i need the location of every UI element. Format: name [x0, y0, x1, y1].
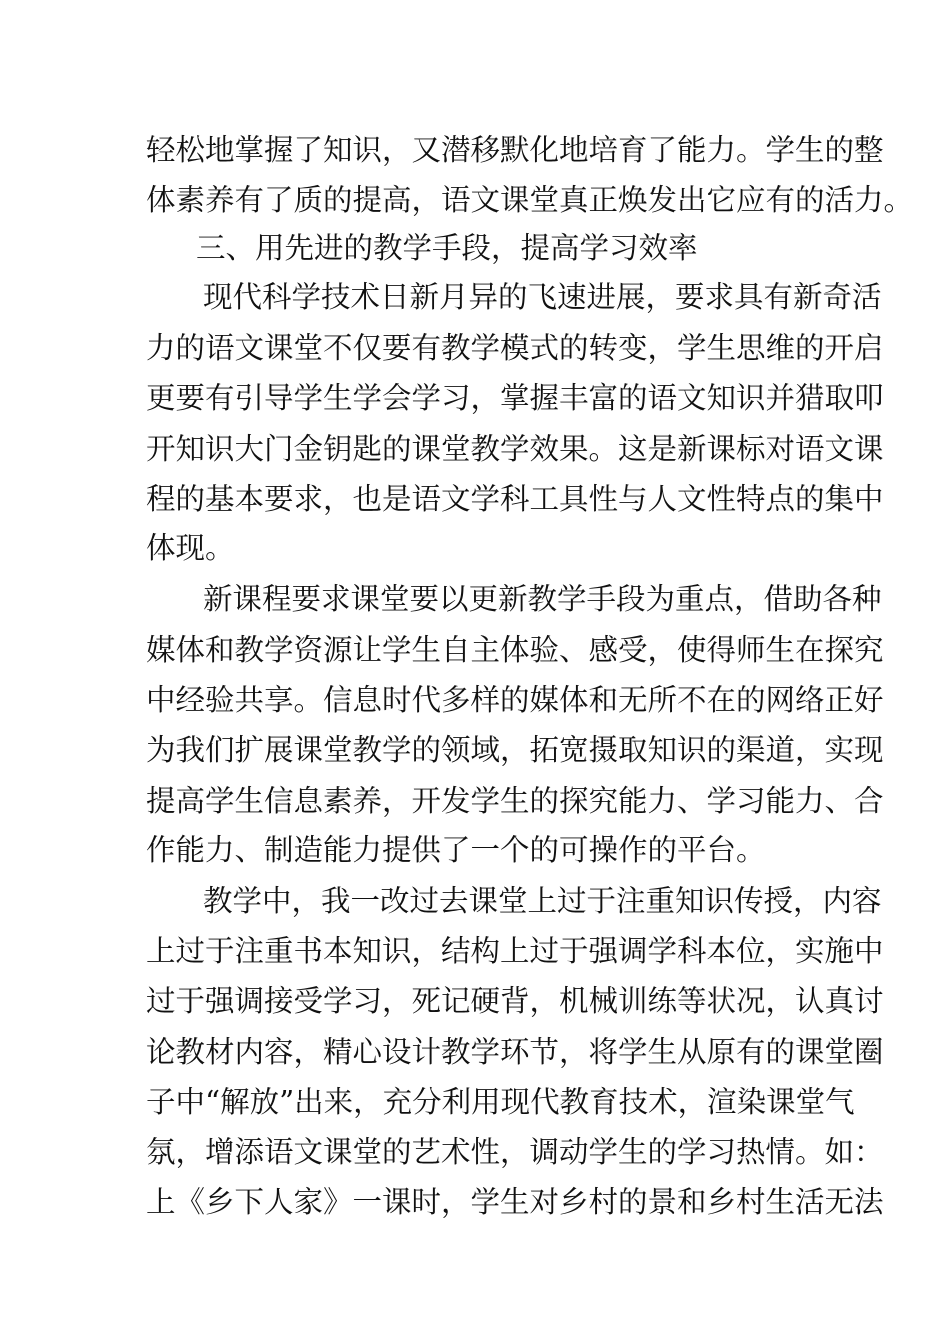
text-line: 为我们扩展课堂教学的领域，拓宽摄取知识的渠道，实现	[146, 733, 884, 767]
text-line: 论教材内容，精心设计教学环节，将学生从原有的课堂圈	[146, 1035, 884, 1069]
text-line: 媒体和教学资源让学生自主体验、感受，使得师生在探究	[146, 633, 884, 667]
text-line: 子中“解放”出来，充分利用现代教育技术，渲染课堂气	[146, 1085, 855, 1119]
text-line: 中经验共享。信息时代多样的媒体和无所不在的网络正好	[146, 683, 884, 717]
text-line: 上过于注重书本知识，结构上过于强调学科本位，实施中	[146, 934, 884, 968]
text-line: 力的语文课堂不仅要有教学模式的转变，学生思维的开启	[146, 331, 884, 365]
text-line: 更要有引导学生学会学习，掌握丰富的语文知识并猎取叩	[146, 381, 884, 415]
text-line: 上《乡下人家》一课时，学生对乡村的景和乡村生活无法	[146, 1185, 884, 1219]
text-line: 开知识大门金钥匙的课堂教学效果。这是新课标对语文课	[146, 432, 884, 466]
section-heading: 三、用先进的教学手段，提高学习效率	[196, 231, 698, 265]
text-line: 轻松地掌握了知识，又潜移默化地培育了能力。学生的整	[146, 133, 884, 167]
text-line: 教学中，我一改过去课堂上过于注重知识传授，内容	[203, 884, 882, 918]
text-line: 作能力、制造能力提供了一个的可操作的平台。	[146, 833, 766, 867]
text-line: 现代科学技术日新月异的飞速进展，要求具有新奇活	[203, 280, 882, 314]
text-line: 体现。	[146, 531, 235, 565]
text-line: 提高学生信息素养，开发学生的探究能力、学习能力、合	[146, 784, 884, 818]
text-line: 新课程要求课堂要以更新教学手段为重点，借助各种	[203, 582, 882, 616]
text-line: 体素养有了质的提高，语文课堂真正焕发出它应有的活力。	[146, 183, 914, 217]
text-line: 程的基本要求，也是语文学科工具性与人文性特点的集中	[146, 482, 884, 516]
text-line: 氛，增添语文课堂的艺术性，调动学生的学习热情。如：	[146, 1135, 884, 1169]
text-line: 过于强调接受学习，死记硬背，机械训练等状况，认真讨	[146, 984, 884, 1018]
